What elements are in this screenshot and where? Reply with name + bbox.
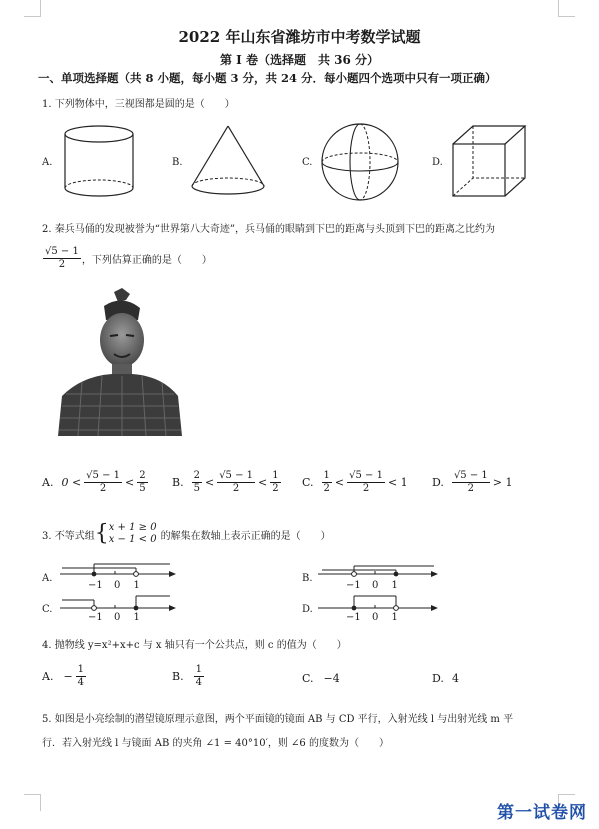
question-1-stem: 1. 下列物体中，三视图都是圆的是（ ） (42, 99, 235, 110)
q1-option-a-label: A. (42, 157, 53, 168)
q4-option-b: B. $\frac{1}{4}$ (172, 664, 202, 688)
cylinder-figure (62, 124, 142, 200)
q1-option-c-label: C. (302, 157, 313, 168)
q3-option-a-label: A. (42, 573, 53, 584)
corner-mark-top-right (558, 0, 575, 17)
q2-option-a: A. 0 < $\frac{√5 - 1}{2}$ < $\frac{2}{5}$ (42, 470, 146, 494)
q1-option-d-label: D. (432, 157, 443, 168)
q3-option-c-label: C. (42, 604, 53, 615)
q3-option-b-label: B. (302, 573, 313, 584)
question-5-line-1: 5. 如图是小亮绘制的潜望镜原理示意图，两个平面镜的镜面 AB 与 CD 平行，入射光线 l 与出射光线 m 平 (42, 714, 514, 725)
question-5-line-2: 行．若入射光线 l 与镜面 AB 的夹角 ∠1 = 40°10′，则 ∠6 的度数为（ ） (42, 738, 389, 749)
corner-mark-bottom-left (24, 794, 41, 811)
golden-ratio-fraction: $\frac{√5 - 1}{2}$ (45, 246, 79, 270)
number-line-b-ticks: −1 0 1 (346, 580, 398, 591)
q2-option-d: D. $\frac{√5 - 1}{2}$ > 1 (432, 470, 513, 494)
q3-option-d-label: D. (302, 604, 313, 615)
question-2-stem: 2. 秦兵马俑的发现被誉为“世界第八大奇迹”，兵马俑的眼睛到下巴的距离与头顶到下巴的距离之比约为 (42, 224, 495, 235)
q2-option-c: C. $\frac{1}{2}$ < $\frac{√5 - 1}{2}$ < 1 (302, 470, 408, 494)
golden-ratio-fraction: $\frac{√5 - 1}{2}$ (219, 470, 254, 494)
terracotta-warrior-image (52, 288, 182, 436)
q1-option-b-label: B. (172, 157, 183, 168)
number-line-c-ticks: −1 0 1 (88, 612, 140, 623)
inequality-system: x + 1 ≥ 0 x − 1 < 0 (108, 522, 157, 545)
page-subtitle: 第 I 卷（选择题 共 36 分） (219, 53, 380, 67)
question-3-stem: 3. 不等式组 { x + 1 ≥ 0 x − 1 < 0 的解集在数轴上表示正确的是（ ） (42, 521, 331, 546)
cone-figure (188, 124, 270, 200)
section-heading: 一、单项选择题（共 8 小题，每小题 3 分，共 24 分．每小题四个选项中只有一项正确） (38, 71, 497, 85)
question-4-stem: 4. 抛物线 y=x²+x+c 与 x 轴只有一个公共点，则 c 的值为（ ） (42, 640, 347, 651)
q2-option-b: B. $\frac{2}{5}$ < $\frac{√5 - 1}{2}$ < $\frac{1}{2}$ (172, 470, 279, 494)
cube-figure (450, 124, 532, 200)
question-2-ratio: $\frac{√5 - 1}{2}$ ，下列估算正确的是（ ） (45, 246, 212, 270)
page-title: 2022 年山东省潍坊市中考数学试题 (178, 28, 421, 46)
q4-option-a: A. − $\frac{1}{4}$ (42, 664, 85, 688)
golden-ratio-fraction: $\frac{√5 - 1}{2}$ (349, 470, 383, 494)
number-line-a-ticks: −1 0 1 (88, 580, 140, 591)
q4-option-c: C. −4 (302, 672, 340, 685)
corner-mark-top-left (24, 0, 41, 17)
number-line-d-ticks: −1 0 1 (346, 612, 398, 623)
watermark-logo: 第一试卷网 (497, 803, 587, 823)
golden-ratio-fraction: $\frac{√5 - 1}{2}$ (86, 470, 121, 494)
q4-option-d: D. 4 (432, 672, 459, 685)
sphere-figure (318, 122, 402, 202)
golden-ratio-fraction: $\frac{√5 - 1}{2}$ (453, 470, 488, 494)
